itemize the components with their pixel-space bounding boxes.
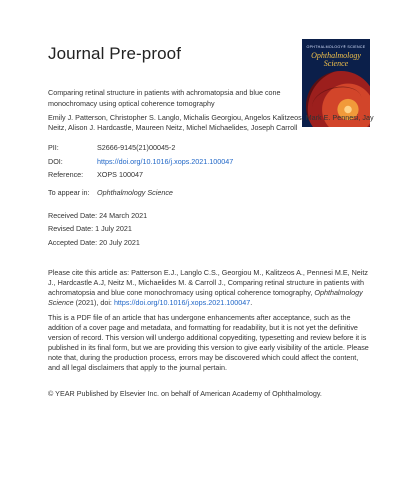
- reference-label: Reference:: [48, 170, 84, 179]
- citation-doi-link[interactable]: https://doi.org/10.1016/j.xops.2021.100047: [113, 298, 251, 307]
- cover-title-line1: Ophthalmology: [311, 51, 361, 60]
- citation-paragraph: [48, 268, 372, 308]
- citation-text: Please cite this article as: Patterson E.J., Langlo C.S., Georgiou M., Kalitzeos A., Pennesi M.E, Neitz J., Hardcastle A.J, Neitz M., Michaelides M. & Carroll J., Comparing retinal structure in patients with achromatopsia and blue cone monochromacy using optical coherence tomography,: [48, 268, 368, 297]
- doi-link[interactable]: https://doi.org/10.1016/j.xops.2021.100047: [97, 157, 234, 166]
- cover-journal-name: OPHTHALMOLOGY® SCIENCE: [306, 45, 366, 49]
- article-authors: Emily J. Patterson, Christopher S. Langlo, Michalis Georgiou, Angelos Kalitzeos, Mark E. Pennesi, Jay Neitz, Alison J. Hardcastle, Maureen Neitz, Michel Michaelides, Joseph Carroll: [48, 113, 374, 132]
- citation-end: .: [250, 298, 253, 307]
- pii-label: PII:: [48, 143, 59, 152]
- reference-value: XOPS 100047: [97, 170, 143, 179]
- pii-value: S2666-9145(21)00045-2: [97, 143, 176, 152]
- doi-label: DOI:: [48, 157, 63, 166]
- cover-title: [302, 52, 370, 68]
- citation-year: (2021), doi:: [73, 298, 114, 307]
- appear-value: Ophthalmology Science: [97, 188, 173, 197]
- revised-date: Revised Date: 1 July 2021: [48, 224, 132, 233]
- citation-journal: Ophthalmology Science: [48, 288, 363, 307]
- accepted-date: Accepted Date: 20 July 2021: [48, 238, 140, 247]
- article-title: Comparing retinal structure in patients with achromatopsia and blue cone monochromacy using optical coherence tomography: [48, 88, 281, 108]
- disclaimer-paragraph: This is a PDF file of an article that has undergone enhancements after acceptance, such as the addition of a cover page and metadata, and formatting for readability, but it is not yet the definitive version of record. This version will undergo additional copyediting, typesetting and review before it is published in its final form, but we are providing this version to give early visibility of the article. Please note that, during the production process, errors may be discovered which could affect the content, and all legal disclaimers that apply to the journal pertain.: [48, 313, 369, 372]
- received-date: Received Date: 24 March 2021: [48, 211, 148, 220]
- appear-label: To appear in:: [48, 188, 90, 197]
- journal-pre-proof-label: Journal Pre-proof: [48, 44, 182, 63]
- cover-title-line2: Science: [323, 59, 349, 68]
- copyright-notice: © YEAR Published by Elsevier Inc. on behalf of American Academy of Ophthalmology.: [48, 389, 322, 398]
